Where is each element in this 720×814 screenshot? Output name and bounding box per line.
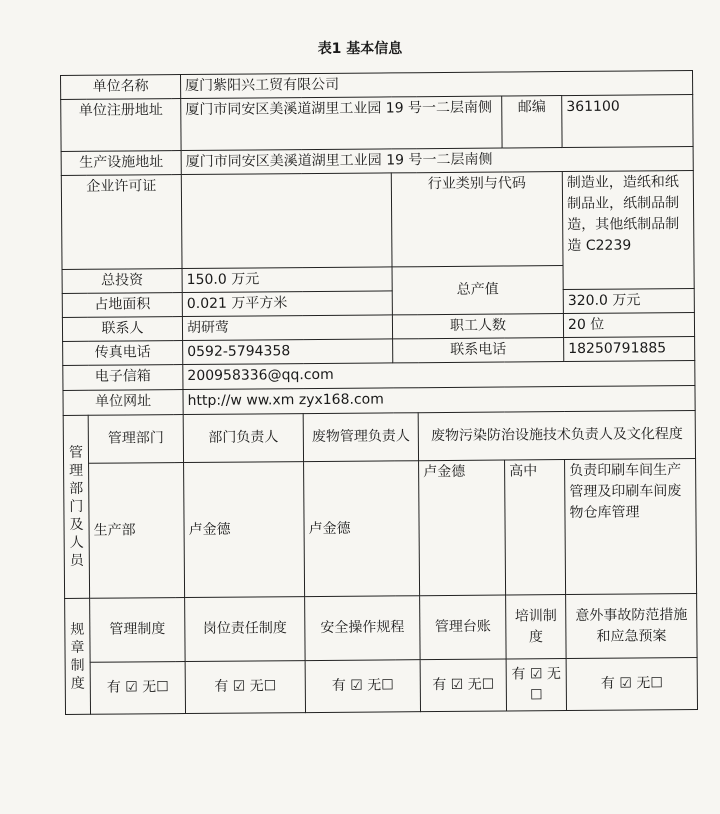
email-value: 200958336@qq.com [183, 361, 695, 390]
fax-value: 0592-5794358 [183, 339, 393, 365]
unit-name-label: 单位名称 [61, 75, 181, 100]
investment-label: 总投资 [62, 269, 182, 294]
mgmt-education-value: 高中 [505, 460, 566, 595]
unit-name-value: 厦门紫阳兴工贸有限公司 [181, 71, 693, 99]
website-value: http://w ww.xm zyx168.com [183, 386, 695, 415]
reg-addr-value: 厦门市同安区美溪道湖里工业园 19 号一二层南侧 [181, 96, 502, 151]
phone-label: 联系电话 [393, 338, 564, 363]
phone-value: 18250791885 [564, 337, 695, 362]
facility-addr-label: 生产设施地址 [61, 151, 181, 176]
rule-label: 管理制度 [90, 598, 186, 663]
investment-value: 150.0 万元 [182, 267, 392, 293]
mgmt-tech-head-value: 卢金德 [419, 460, 506, 596]
license-value [181, 173, 392, 269]
mgmt-dept-head-header: 部门负责人 [183, 414, 303, 463]
reg-addr-label: 单位注册地址 [61, 99, 181, 152]
industry-value: 制造业，造纸和纸制品业，纸制品制造，其他纸制品制造 C2239 [562, 171, 694, 290]
rule-label: 岗位责任制度 [185, 597, 305, 662]
industry-label: 行业类别与代码 [391, 172, 563, 267]
email-label: 电子信箱 [63, 365, 183, 391]
contact-label: 联系人 [62, 317, 182, 342]
staff-label: 职工人数 [392, 314, 563, 339]
rule-status-checkbox[interactable]: 有 ☑ 无☐ [185, 661, 305, 714]
page-title: 表1 基本信息 [317, 41, 403, 57]
rule-label: 安全操作规程 [305, 596, 420, 661]
output-label: 总产值 [392, 266, 563, 315]
website-label: 单位网址 [63, 390, 183, 416]
rule-status-checkbox[interactable]: 有 ☑ 无☐ [90, 662, 185, 715]
facility-addr-value: 厦门市同安区美溪道湖里工业园 19 号一二层南侧 [181, 147, 693, 175]
fax-label: 传真电话 [63, 341, 183, 366]
license-label: 企业许可证 [61, 175, 182, 270]
mgmt-dept-value: 生产部 [89, 463, 185, 599]
basic-info-table [60, 70, 697, 715]
area-label: 占地面积 [62, 293, 182, 318]
rule-label: 意外事故防范措施和应急预案 [566, 594, 698, 659]
postcode-label: 邮编 [502, 96, 562, 148]
mgmt-waste-head-value: 卢金德 [304, 461, 420, 597]
rule-label: 管理台账 [420, 595, 507, 660]
mgmt-dept-header: 管理部门 [88, 415, 183, 464]
output-value: 320.0 万元 [563, 289, 694, 314]
mgmt-tech-head-header: 废物污染防治设施技术负责人及文化程度 [418, 411, 695, 461]
rule-label: 培训制度 [506, 595, 567, 659]
rule-status-checkbox[interactable]: 有 ☑ 无☐ [305, 660, 420, 713]
mgmt-duty-value: 负责印刷车间生产管理及印刷车间废物仓库管理 [565, 459, 697, 595]
rule-status-checkbox[interactable]: 有 ☑ 无☐ [506, 659, 566, 711]
postcode-value: 361100 [562, 95, 693, 148]
staff-value: 20 位 [563, 313, 694, 338]
rule-status-checkbox[interactable]: 有 ☑ 无☐ [420, 659, 506, 712]
mgmt-waste-head-header: 废物管理负责人 [303, 413, 418, 462]
area-value: 0.021 万平方米 [182, 291, 392, 317]
rule-status-checkbox[interactable]: 有 ☑ 无☐ [566, 658, 697, 711]
management-section-label: 管理部门及人员 [63, 415, 89, 598]
contact-value: 胡研莺 [182, 315, 392, 341]
rules-section-label: 规章制度 [65, 598, 91, 714]
mgmt-dept-head-value: 卢金德 [184, 462, 305, 598]
